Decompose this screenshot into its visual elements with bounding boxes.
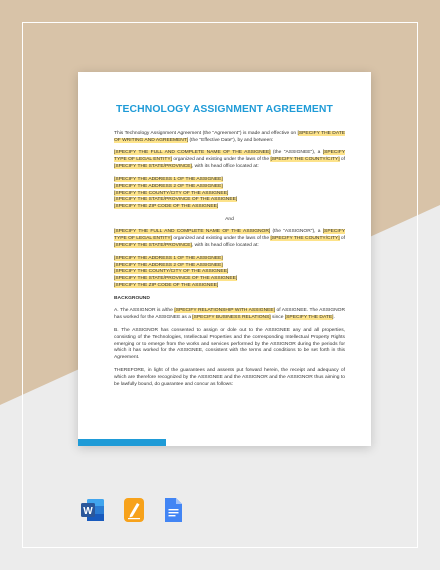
address-line: [SPECIFY THE STATE/PROVINCE OF THE ASSIGNEE] (114, 276, 238, 282)
address-line: [SPECIFY THE ADDRESS 1 OF THE ASSIGNEE] (114, 255, 223, 261)
text-run: THEREFORE, in light of the guarantees and assents put forward herein, the receipt and adequacy of which are therefore recognized by the ASSIGNEE and the ASSIGNOR and the ASSIGNOR thus aiming to be lawfully bound, do guarantee and concur as follows: (114, 367, 345, 387)
text-run: of (339, 236, 346, 242)
pages-icon[interactable] (121, 497, 147, 523)
assignee-address-block (114, 177, 345, 212)
text-run: organized and existing under the laws of the (171, 157, 271, 163)
placeholder-field: [SPECIFY TYPE OF LEGAL ENTITY] (114, 229, 345, 242)
assignor-address-block (114, 256, 345, 291)
text-run: (the "Effective Date"), by and between: (188, 137, 274, 143)
placeholder-field: [SPECIFY BUSINESS RELATIONS] (192, 315, 271, 321)
assignee-party-paragraph (114, 150, 345, 171)
placeholder-field: [SPECIFY THE STATE/PROVINCE] (114, 164, 192, 170)
text-run: of (339, 157, 346, 163)
word-icon[interactable] (80, 497, 106, 523)
intro-paragraph (114, 131, 345, 145)
text-run: B. The ASSIGNOR has consented to assign or dole out to the ASSIGNEE any and all properties, consisting of the Technologies, Intellectual Properties and the corresponding Intellectual Property Rights emerging or to emerge from the works and services performed by the ASSIGNOR during the periods for which it has worked for the ASSIGNEE, consistent with the terms and conditions to be set forth in this Agreement. (114, 327, 345, 361)
text-run: since (270, 315, 285, 321)
text-run: This Technology Assignment Agreement (the "Agreement") is made and effective on (114, 131, 298, 136)
background-paragraph-a (114, 308, 345, 322)
text-run: A. The ASSIGNOR is a/the (114, 308, 175, 314)
address-line: [SPECIFY THE STATE/PROVINCE OF THE ASSIGNEE] (114, 197, 238, 203)
svg-text:W: W (83, 506, 93, 517)
assignor-party-paragraph (114, 229, 345, 250)
text-run: organized and existing under the laws of the (171, 236, 271, 242)
google-docs-icon[interactable] (160, 497, 186, 523)
page-accent-bar (78, 439, 166, 446)
placeholder-field: [SPECIFY THE COUNTY/CITY] (270, 236, 340, 242)
text-run: (the "ASSIGNEE"), a (270, 150, 323, 156)
placeholder-field: [SPECIFY THE DATE OF WRITING AND AGREEMENT] (114, 131, 345, 143)
address-line: [SPECIFY THE ADDRESS 1 OF THE ASSIGNEE] (114, 176, 223, 182)
address-line: [SPECIFY THE COUNTY/CITY OF THE ASSIGNEE] (114, 269, 229, 275)
text-run: of ASSIGNEE. The ASSIGNOR has worked for the ASSIGNEE as a (114, 308, 345, 321)
text-run: (the "ASSIGNOR"), a (270, 229, 323, 235)
placeholder-field: [SPECIFY THE STATE/PROVINCE] (114, 243, 192, 249)
address-line: [SPECIFY THE ADDRESS 2 OF THE ASSIGNEE] (114, 183, 223, 189)
text-run: . (333, 315, 335, 321)
document-title: TECHNOLOGY ASSIGNMENT AGREEMENT (116, 104, 333, 115)
and-separator: And (225, 216, 234, 222)
placeholder-field: [SPECIFY RELATIONSHIP WITH ASSIGNEE] (174, 308, 275, 314)
text-run: , with its head office located at: (191, 243, 259, 249)
text-run: , with its head office located at: (191, 164, 259, 170)
document-body (114, 131, 345, 394)
placeholder-field: [SPECIFY THE FULL AND COMPLETE NAME OF THE ASSIGNEE] (114, 150, 271, 156)
therefore-paragraph (114, 368, 345, 389)
placeholder-field: [SPECIFY THE COUNTY/CITY] (270, 157, 340, 163)
placeholder-field: [SPECIFY TYPE OF LEGAL ENTITY] (114, 150, 346, 163)
document-page (78, 72, 371, 446)
address-line: [SPECIFY THE ZIP CODE OF THE ASSIGNEE] (114, 204, 219, 210)
placeholder-field: [SPECIFY THE FULL AND COMPLETE NAME OF THE ASSIGNOR] (114, 229, 271, 235)
background-heading: BACKGROUND (114, 295, 150, 301)
address-line: [SPECIFY THE COUNTY/CITY OF THE ASSIGNEE] (114, 190, 229, 196)
background-paragraph-b (114, 328, 345, 363)
address-line: [SPECIFY THE ADDRESS 2 OF THE ASSIGNEE] (114, 262, 223, 268)
address-line: [SPECIFY THE ZIP CODE OF THE ASSIGNEE] (114, 283, 219, 289)
placeholder-field: [SPECIFY THE DATE] (284, 315, 334, 321)
